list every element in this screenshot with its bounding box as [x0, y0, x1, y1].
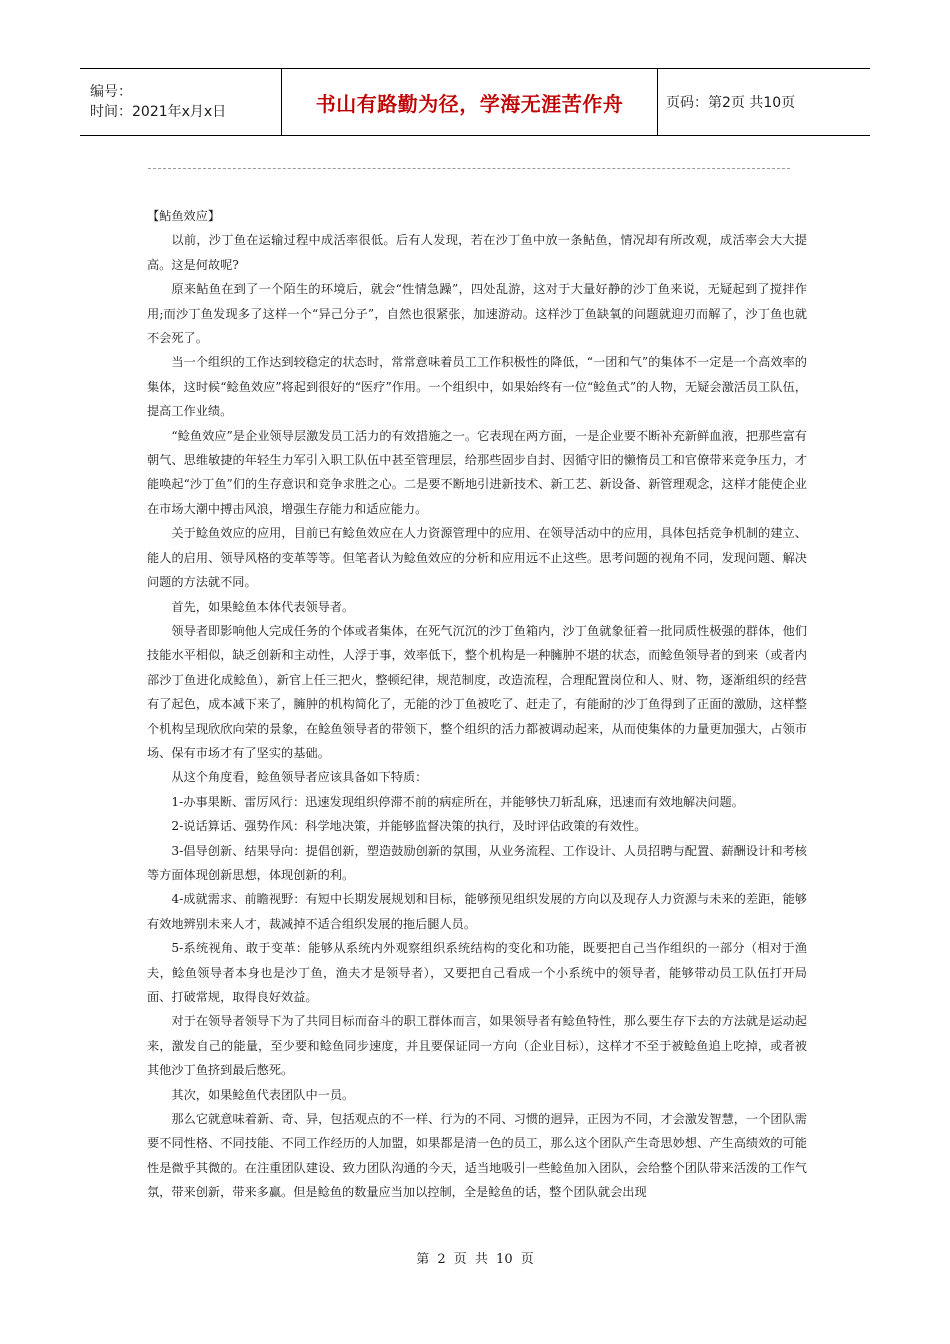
paragraph: 以前，沙丁鱼在运输过程中成活率很低。后有人发现，若在沙丁鱼中放一条鲇鱼，情况却有所改观，成活率会大大提高。这是何故呢?	[147, 233, 807, 272]
number-label: 编号：	[90, 84, 132, 100]
paragraph: 其次，如果鲶鱼代表团队中一员。	[171, 1087, 355, 1102]
header-motto-cell	[282, 69, 658, 135]
document-header	[80, 68, 870, 136]
header-page-cell	[658, 69, 870, 135]
paragraph: “鲶鱼效应”是企业领导层激发员工活力的有效措施之一。它表现在两方面，一是企业要不断补充新鲜血液，把那些富有朝气、思维敏捷的年轻生力军引入职工队伍中甚至管理层，给那些固步自封、因循守旧的懒惰员工和官僚带来竞争压力，才能唤起“沙丁鱼”们的生存意识和竞争求胜之心。二是要不断地引进新技术、新工艺、新设备、新管理观念，这样才能使企业在市场大潮中搏击风浪，增强生存能力和适应能力。	[147, 428, 807, 516]
paragraph: 首先，如果鲶鱼本体代表领导者。	[171, 599, 355, 614]
list-item: 4-成就需求、前瞻视野：有短中长期发展规划和目标，能够预见组织发展的方向以及现存人力资源与未来的差距，能够有效地辨别未来人才，裁减掉不适合组织发展的拖后腿人员。	[147, 892, 807, 931]
paragraph: 从这个角度看，鲶鱼领导者应该具备如下特质：	[171, 770, 428, 785]
dashed-divider	[148, 168, 790, 169]
date-label: 时间：2021年x月x日	[90, 104, 227, 120]
page-label: 页码：第2页 共10页	[666, 95, 796, 111]
article-heading: 【鲇鱼效应】	[147, 209, 221, 223]
article-body	[147, 204, 807, 1205]
paragraph: 那么它就意味着新、奇、异，包括观点的不一样、行为的不同、习惯的迥异，正因为不同，才会激发智慧，一个团队需要不同性格、不同技能、不同工作经历的人加盟，如果都是清一色的员工，那么这个团队产生奇思妙想、产生高绩效的可能性是微乎其微的。在注重团队建设、致力团队沟通的今天，适当地吸引一些鲶鱼加入团队，会给整个团队带来活泼的工作气氛，带来创新，带来多赢。但是鲶鱼的数量应当加以控制，全是鲶鱼的话，整个团队就会出现	[147, 1112, 807, 1200]
list-item: 1-办事果断、雷厉风行：迅速发现组织停滞不前的病症所在，并能够快刀斩乱麻，迅速而有效地解决问题。	[171, 794, 744, 809]
paragraph: 关于鲶鱼效应的应用，目前已有鲶鱼效应在人力资源管理中的应用、在领导活动中的应用，具体包括竞争机制的建立、能人的启用、领导风格的变革等等。但笔者认为鲶鱼效应的分析和应用远不止这些。思考问题的视角不同，发现问题、解决问题的方法就不同。	[147, 526, 807, 590]
list-item: 3-倡导创新、结果导向：提倡创新，塑造鼓励创新的氛围，从业务流程、工作设计、人员招聘与配置、薪酬设计和考核等方面体现创新思想，体现创新的利。	[147, 843, 807, 882]
paragraph: 当一个组织的工作达到较稳定的状态时，常常意味着员工工作积极性的降低，“一团和气”的集体不一定是一个高效率的集体，这时候“鲶鱼效应”将起到很好的“医疗”作用。一个组织中，如果始终有一位“鲶鱼式”的人物，无疑会激活员工队伍，提高工作业绩。	[147, 355, 807, 419]
header-motto: 书山有路勤为径，学海无涯苦作舟	[315, 91, 624, 116]
header-meta	[80, 69, 282, 135]
paragraph: 对于在领导者领导下为了共同目标而奋斗的职工群体而言，如果领导者有鲶鱼特性，那么要生存下去的方法就是运动起来，激发自己的能量，至少要和鲶鱼同步速度，并且要保证同一方向（企业目标），这样才不至于被鲶鱼追上吃掉，或者被其他沙丁鱼挤到最后憋死。	[147, 1014, 807, 1078]
list-item: 5-系统视角、敢于变革：能够从系统内外观察组织系统结构的变化和功能，既要把自己当作组织的一部分（相对于渔夫，鲶鱼领导者本身也是沙丁鱼，渔夫才是领导者），又要把自己看成一个小系统中的领导者，能够带动员工队伍打开局面、打破常规，取得良好效益。	[147, 941, 807, 1004]
paragraph: 原来鲇鱼在到了一个陌生的环境后，就会“性情急躁”，四处乱游，这对于大量好静的沙丁鱼来说，无疑起到了搅拌作用;而沙丁鱼发现多了这样一个“异己分子”，自然也很紧张，加速游动。这样沙丁鱼缺氧的问题就迎刃而解了，沙丁鱼也就不会死了。	[147, 282, 807, 346]
list-item: 2-说话算话、强势作风：科学地决策，并能够监督决策的执行，及时评估政策的有效性。	[171, 819, 647, 834]
page-footer: 第 2 页 共 10 页	[416, 1252, 534, 1267]
paragraph: 领导者即影响他人完成任务的个体或者集体，在死气沉沉的沙丁鱼箱内，沙丁鱼就象征着一批同质性极强的群体，他们技能水平相似，缺乏创新和主动性，人浮于事，效率低下，整个机构是一种臃肿不堪的状态，而鲶鱼领导者的到来（或者内部沙丁鱼进化成鲶鱼），新官上任三把火，整顿纪律，规范制度，改造流程，合理配置岗位和人、财、物，逐渐组织的经营有了起色，成本减下来了，臃肿的机构简化了，无能的沙丁鱼被吃了、赶走了，有能耐的沙丁鱼得到了正面的激励，这样整个机构呈现欣欣向荣的景象，在鲶鱼领导者的带领下，整个组织的活力都被调动起来，从而使集体的力量更加强大，占领市场、保有市场才有了坚实的基础。	[147, 623, 807, 760]
